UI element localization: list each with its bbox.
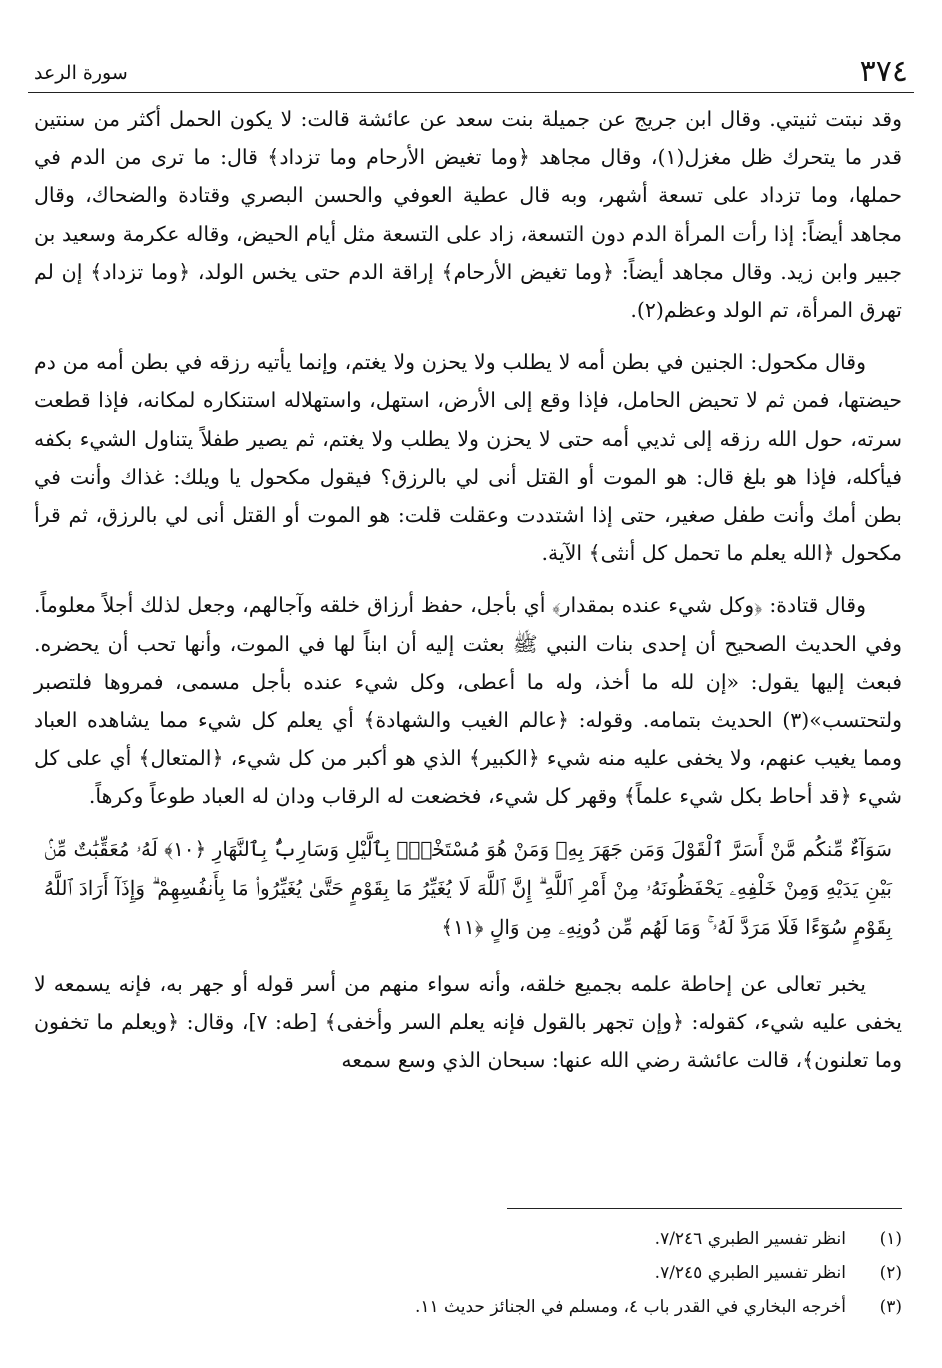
footnote-number: (١) <box>879 1229 902 1249</box>
paragraph: يخبر تعالى عن إحاطة علمه بجميع خلقه، وأنه سواء منهم من أسر قوله أو جهر به، فإنه يسمعه لا يخفى عليه شيء، كقوله: ﴿وإن تجهر بالقول فإنه يعلم السر وأخفى﴾ [طه: ٧]، وقال: ﴿ويعلم ما تخفون وما تعلنون﴾، قالت عائشة رضي الله عنها: سبحان الذي وسع سمعه <box>34 971 903 1073</box>
footnote-text: انظر تفسير الطبري ٧/٢٤٦. <box>654 1229 846 1249</box>
paragraph: وقد نبتت ثنيتي. وقال ابن جريج عن جميلة بنت سعد عن عائشة قالت: لا يكون الحمل أكثر من سنتين قدر ما يتحرك ظل مغزل(١)، وقال مجاهد ﴿وما تغيض الأرحام وما تزداد﴾ قال: ما ترى من الدم في حملها، وما تزداد على تسعة أشهر، وبه قال عطية العوفي والحسن البصري وقتادة والضحاك، وقال مجاهد أيضاً: إذا رأت المرأة الدم دون التسعة، زاد على التسعة مثل أيام الحيض، وقاله عكرمة وسعيد بن جبير وابن زيد. وقال مجاهد أيضاً: ﴿وما تغيض الأرحام﴾ إراقة الدم حتى يخس الولد، ﴿وما تزداد﴾ إن لم تهرق المرأة، تم الولد وعظم(٢). <box>34 107 902 323</box>
footnote <box>120 1290 902 1324</box>
paragraph: وقال قتادة: ﴿وكل شيء عنده بمقدار﴾ أي بأجل، حفظ أرزاق خلقه وآجالهم، وجعل لذلك أجلاً معلوماً. وفي الحديث الصحيح أن إحدى بنات النبي ﷺ بعثت إليه أن ابناً لها في الموت، وأنها تحب أن يحضره. فبعث إليها يقول: «إن لله ما أخذ، وله ما أعطى، وكل شيء عنده بأجل مسمى، فمروها فلتصبر ولتحتسب»(٣) الحديث بتمامه. وقوله: ﴿عالم الغيب والشهادة﴾ أي يعلم كل شيء مما يشاهده العباد ومما يغيب عنهم، ولا يخفى عليه منه شيء ﴿الكبير﴾ الذي هو أكبر من كل شيء، ﴿المتعال﴾ أي على كل شيء ﴿قد أحاط بكل شيء علماً﴾ وقهر كل شيء، فخضعت له الرقاب ودان له العباد طوعاً وكرهاً. <box>34 593 902 809</box>
main-text <box>34 100 902 1093</box>
page-number: ٣٧٤ <box>859 54 908 89</box>
footnote-number: (٣) <box>879 1297 902 1317</box>
footnote-divider <box>507 1208 902 1209</box>
footnote-text: أخرجه البخاري في القدر باب ٤، ومسلم في الجنائز حديث ١١. <box>414 1297 846 1317</box>
footnote-number: (٢) <box>879 1263 902 1283</box>
footnote <box>120 1256 902 1290</box>
paragraph: وقال مكحول: الجنين في بطن أمه لا يطلب ولا يحزن ولا يغتم، وإنما يأتيه رزقه في بطن أمه من دم حيضتها، فمن ثم لا تحيض الحامل، فإذا وقع إلى الأرض، استهل، واستهلاله استنكاره لمكانه، فإذا قطعت سرته، حول الله رزقه إلى ثديي أمه حتى لا يحزن ولا يطلب ولا يغتم، ثم يصير طفلاً يتناول الشيء بكفه فيأكله، فإذا هو بلغ قال: هو الموت أو القتل أنى لي بالرزق؟ فيقول مكحول يا ويلك: غذاك وأنت في بطن أمك وأنت طفل صغير، حتى إذا اشتددت وعقلت قلت: هو الموت أو القتل أنى لي بالرزق، ثم قرأ مكحول ﴿الله يعلم ما تحمل كل أنثى﴾ الآية. <box>34 350 902 566</box>
quran-verse-block: سَوَآءٌ مِّنكُم مَّنْ أَسَرَّ ٱلْقَوْلَ وَمَن جَهَرَ بِهِۦ وَمَنْ هُوَ مُسْتَخْفٍۭ بِٱلَّيْلِ وَسَارِبٌۢ بِٱلنَّهَارِ ﴿١٠﴾ لَهُۥ مُعَقِّبَٰتٌ مِّنۢ بَيْنِ يَدَيْهِ وَمِنْ خَلْفِهِۦ يَحْفَظُونَهُۥ مِنْ أَمْرِ ٱللَّهِ ۗ إِنَّ ٱللَّهَ لَا يُغَيِّرُ مَا بِقَوْمٍ حَتَّىٰ يُغَيِّرُوا۟ مَا بِأَنفُسِهِمْ ۗ وَإِذَآ أَرَادَ ٱللَّهُ بِقَوْمٍ سُوٓءًا فَلَا مَرَدَّ لَهُۥ ۚ وَمَا لَهُم مِّن دُونِهِۦ مِن وَالٍ ﴿١١﴾ <box>44 836 892 939</box>
footnote-text: انظر تفسير الطبري ٧/٢٤٥. <box>654 1263 846 1283</box>
footnote <box>120 1222 902 1256</box>
footnotes <box>120 1222 902 1324</box>
surah-title: سورة الرعد <box>34 62 128 84</box>
page-header <box>28 52 914 93</box>
